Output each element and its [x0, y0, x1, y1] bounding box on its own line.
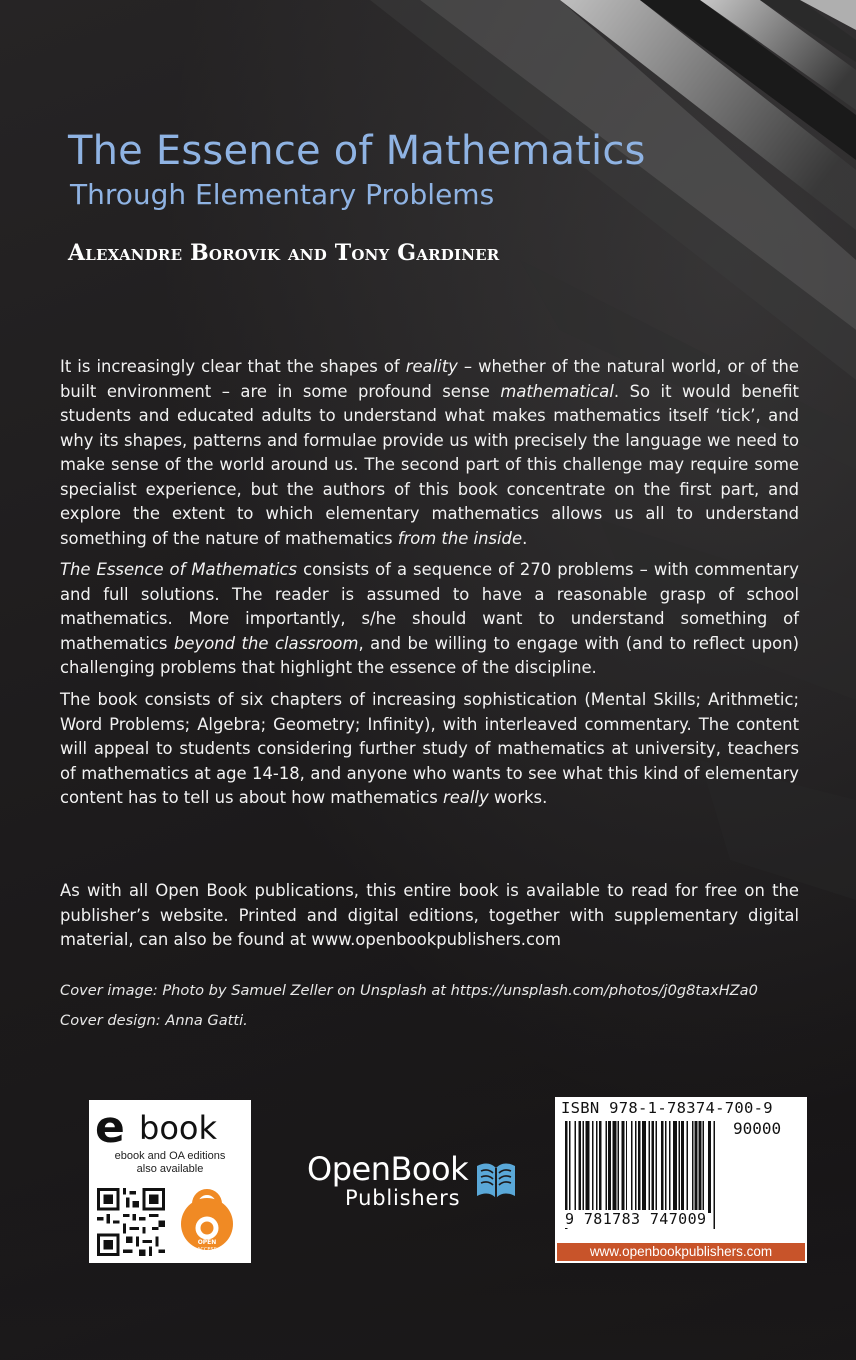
barcode-bar	[606, 1121, 607, 1213]
barcode-bar	[692, 1121, 693, 1213]
barcode-bar	[608, 1121, 611, 1213]
barcode-bar	[626, 1121, 627, 1213]
barcode-bar	[638, 1121, 641, 1213]
blurb-paragraph-2: The Essence of Mathematics consists of a sequence of 270 problems – with commentary and full solutions. The reader is assumed to have a reasonable grasp of school mathematics. More importantly, s/he should want to understand something of mathematics beyond the classroom, and be willing to engage with (and to reflect upon) challenging problems that highlight the essence of the discipline.	[60, 560, 799, 677]
barcode-bar	[622, 1121, 625, 1213]
blurb-paragraph-1: It is increasingly clear that the shapes of reality – whether of the natural world, or of the built environment – are in some profound sense mathematical. So it would benefit students and educated adults to understand what makes mathematics itself ‘tick’, and why its shapes, patterns and formulae provide us with precisely the language we need to make sense of the world around us. The second part of this challenge may require some specialist experience, but the authors of this book concentrate on the first part, and explore the extent to which elementary mathematics allows us all to understand something of the nature of mathematics from the inside.	[60, 357, 800, 548]
open-book-icon	[473, 1158, 519, 1202]
barcode-bar	[612, 1121, 616, 1213]
oa-text-2: ACCESS	[197, 1247, 217, 1253]
ebook-word: book	[139, 1109, 217, 1147]
barcode-bar	[703, 1121, 704, 1213]
barcode-bar	[585, 1121, 589, 1213]
publisher-logo	[307, 1150, 527, 1220]
qr-code-icon	[97, 1188, 165, 1256]
book-title: The Essence of Mathematics	[68, 128, 646, 174]
barcode-bar	[714, 1121, 715, 1229]
isbn-barcode	[555, 1097, 807, 1263]
barcode-bar	[699, 1121, 702, 1213]
oa-text-1: OPEN	[197, 1239, 217, 1246]
barcode-bar	[642, 1121, 646, 1213]
barcode-bar	[665, 1121, 666, 1213]
barcode-bar	[661, 1121, 664, 1213]
publisher-website-band: www.openbookpublishers.com	[557, 1243, 805, 1261]
cover-image-credit: Cover image: Photo by Samuel Zeller on Unsplash at https://unsplash.com/photos/j0g8taxHZa0	[60, 982, 758, 999]
publisher-sub: Publishers	[345, 1186, 461, 1210]
barcode-bar	[579, 1121, 582, 1213]
barcode-bar	[681, 1121, 684, 1213]
barcode-bar	[678, 1121, 679, 1213]
ebook-line-1: ebook and OA editions	[114, 1150, 226, 1162]
cover-design-credit: Cover design: Anna Gatti.	[60, 1012, 248, 1029]
barcode-bar	[687, 1121, 688, 1213]
barcode-bar	[569, 1121, 570, 1213]
barcode-bar	[673, 1121, 677, 1213]
barcode-bar	[618, 1121, 619, 1213]
barcode-bar	[635, 1121, 636, 1213]
ebook-badge	[89, 1100, 251, 1263]
barcode-bar	[583, 1121, 584, 1213]
barcode-bar	[599, 1121, 602, 1213]
open-access-icon	[173, 1188, 241, 1256]
barcode-bar	[596, 1121, 597, 1213]
barcode-bar	[592, 1121, 593, 1213]
barcode-bar	[649, 1121, 650, 1213]
blurb-paragraph-4: As with all Open Book publications, this entire book is available to read for free on the publisher’s website. Printed and digital editions, together with supplementary digital material, can also be found at www.openbookpublishers.com	[60, 881, 799, 949]
publisher-name: OpenBook	[307, 1150, 469, 1188]
barcode-bar	[655, 1121, 656, 1213]
barcode-bar	[631, 1121, 632, 1213]
barcode-bar	[574, 1121, 575, 1213]
book-authors: Alexandre Borovik and Tony Gardiner	[68, 240, 500, 266]
barcode-number: 9 781783 747009	[565, 1210, 707, 1228]
barcode-bar	[708, 1121, 711, 1213]
price-code: 90000	[733, 1119, 782, 1138]
barcode-bar	[669, 1121, 670, 1213]
isbn-text: ISBN 978-1-78374-700-9	[561, 1099, 773, 1117]
blurb-paragraph-3: The book consists of six chapters of increasing sophistication (Mental Skills; Arithmetic; Word Problems; Algebra; Geometry; Infinity), with interleaved commentary. The content will appeal to students considering further study of mathematics at university, teachers of mathematics at age 14-18, and anyone who wants to see what this kind of elementary content has to tell us about how mathematics really works.	[60, 690, 799, 807]
barcode-bar	[695, 1121, 698, 1213]
barcode-bar	[651, 1121, 654, 1213]
book-subtitle: Through Elementary Problems	[70, 178, 495, 211]
ebook-e-letter: e	[95, 1102, 125, 1153]
ebook-line-2: also available	[136, 1163, 204, 1175]
